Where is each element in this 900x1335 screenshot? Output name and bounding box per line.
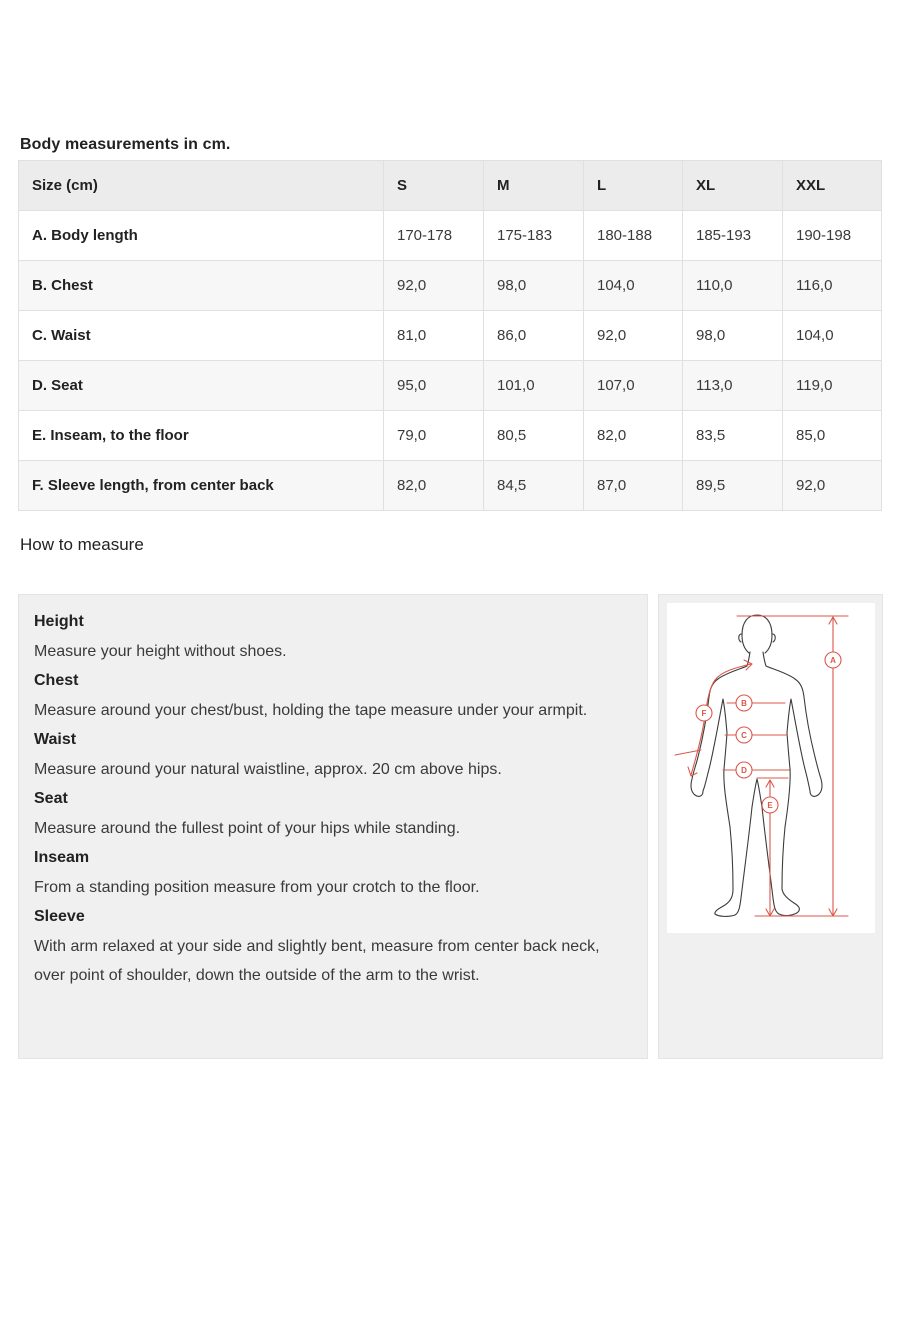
- measure-desc: From a standing position measure from your crotch to the floor.: [34, 878, 480, 896]
- measure-term: Inseam: [34, 849, 90, 866]
- measure-desc: With arm relaxed at your side and slightly bent, measure from center back neck, over point of shoulder, down the outside of the arm to the wrist.: [34, 937, 600, 984]
- table-row: [19, 211, 882, 261]
- diagram-panel: [658, 594, 883, 1059]
- cell-value: 104,0: [783, 311, 882, 361]
- column-header-l: L: [584, 161, 683, 211]
- torso-limbs-outline: [691, 652, 822, 916]
- measure-desc: Measure around the fullest point of your hips while standing.: [34, 819, 461, 837]
- row-label: F. Sleeve length, from center back: [19, 461, 384, 511]
- cell-value: 87,0: [584, 461, 683, 511]
- measure-term: Waist: [34, 731, 77, 748]
- page-title: Body measurements in cm.: [20, 136, 231, 153]
- table-row: [19, 361, 882, 411]
- row-label: A. Body length: [19, 211, 384, 261]
- svg-text:B: B: [741, 699, 747, 708]
- howto-section: [18, 594, 883, 1059]
- cell-value: 92,0: [384, 261, 484, 311]
- diagram-label-a: [825, 652, 841, 668]
- measure-desc: Measure around your natural waistline, approx. 20 cm above hips.: [34, 760, 502, 778]
- cell-value: 80,5: [484, 411, 584, 461]
- figure-frame: [667, 603, 875, 933]
- row-label: B. Chest: [19, 261, 384, 311]
- instructions-panel: [18, 594, 648, 1059]
- size-table-header: [19, 161, 882, 211]
- cell-value: 98,0: [683, 311, 783, 361]
- cell-value: 119,0: [783, 361, 882, 411]
- cell-value: 185-193: [683, 211, 783, 261]
- left-ear: [739, 634, 741, 642]
- instructions-list: [34, 607, 619, 991]
- diagram-labels: [696, 652, 841, 813]
- row-label: C. Waist: [19, 311, 384, 361]
- measure-desc: Measure around your chest/bust, holding the tape measure under your armpit.: [34, 701, 588, 719]
- cell-value: 79,0: [384, 411, 484, 461]
- cell-value: 116,0: [783, 261, 882, 311]
- measure-term: Height: [34, 613, 84, 630]
- svg-text:A: A: [830, 656, 836, 665]
- measure-term: Chest: [34, 672, 79, 689]
- table-row: [19, 411, 882, 461]
- measurement-lines: [675, 616, 848, 916]
- cell-value: 82,0: [384, 461, 484, 511]
- table-row: [19, 311, 882, 361]
- table-row: [19, 461, 882, 511]
- cell-value: 113,0: [683, 361, 783, 411]
- diagram-label-c: [736, 727, 752, 743]
- row-label: E. Inseam, to the floor: [19, 411, 384, 461]
- measure-term: Seat: [34, 790, 68, 807]
- right-ear: [773, 634, 775, 642]
- cell-value: 95,0: [384, 361, 484, 411]
- cell-value: 190-198: [783, 211, 882, 261]
- cell-value: 92,0: [783, 461, 882, 511]
- svg-text:D: D: [741, 766, 747, 775]
- cell-value: 104,0: [584, 261, 683, 311]
- body-outline: [691, 615, 822, 916]
- column-header-size: Size (cm): [19, 161, 384, 211]
- diagram-label-f: [696, 705, 712, 721]
- cell-value: 170-178: [384, 211, 484, 261]
- column-header-xl: XL: [683, 161, 783, 211]
- cell-value: 85,0: [783, 411, 882, 461]
- cell-value: 84,5: [484, 461, 584, 511]
- head-outline: [742, 615, 772, 653]
- svg-text:F: F: [701, 709, 707, 718]
- cell-value: 81,0: [384, 311, 484, 361]
- row-label: D. Seat: [19, 361, 384, 411]
- diagram-label-d: [736, 762, 752, 778]
- diagram-label-e: [762, 797, 778, 813]
- howto-heading: How to measure: [20, 535, 144, 554]
- svg-text:C: C: [741, 731, 747, 740]
- header-row: [19, 161, 882, 211]
- size-table-body: [19, 211, 882, 511]
- size-guide-page: [0, 135, 900, 1059]
- svg-text:E: E: [767, 801, 773, 810]
- cell-value: 89,5: [683, 461, 783, 511]
- cell-value: 82,0: [584, 411, 683, 461]
- column-header-m: M: [484, 161, 584, 211]
- cell-value: 101,0: [484, 361, 584, 411]
- cell-value: 110,0: [683, 261, 783, 311]
- cell-value: 98,0: [484, 261, 584, 311]
- measure-term: Sleeve: [34, 908, 85, 925]
- cell-value: 86,0: [484, 311, 584, 361]
- figure-diagram: [667, 603, 875, 933]
- cell-value: 175-183: [484, 211, 584, 261]
- measure-desc: Measure your height without shoes.: [34, 642, 287, 660]
- diagram-label-b: [736, 695, 752, 711]
- size-table: [18, 160, 882, 511]
- cell-value: 180-188: [584, 211, 683, 261]
- table-row: [19, 261, 882, 311]
- cell-value: 92,0: [584, 311, 683, 361]
- cell-value: 83,5: [683, 411, 783, 461]
- cell-value: 107,0: [584, 361, 683, 411]
- column-header-s: S: [384, 161, 484, 211]
- column-header-xxl: XXL: [783, 161, 882, 211]
